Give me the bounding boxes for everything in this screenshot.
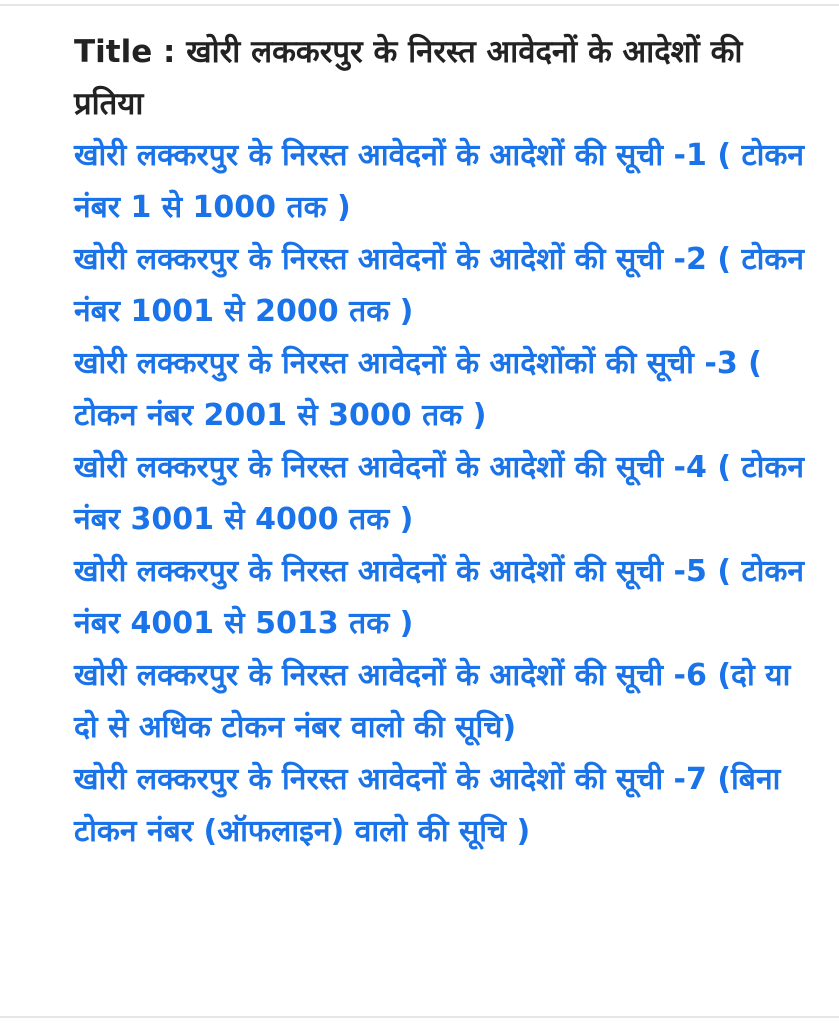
document-link-4[interactable]: खोरी लक्करपुर के निरस्त आवेदनों के आदेशों की सूची -4 ( टोकन नंबर 3001 से 4000 तक ): [74, 450, 805, 537]
document-link-7[interactable]: खोरी लक्करपुर के निरस्त आवेदनों के आदेशों की सूची -7 (बिना टोकन नंबर (ऑफलाइन) वालो की सूचि ): [74, 762, 781, 849]
post-title: Title : खोरी लककरपुर के निरस्त आवेदनों के आदेशों की प्रतिया: [74, 34, 743, 122]
bottom-divider: [0, 1016, 839, 1018]
post-content: [74, 26, 814, 858]
list-item: [74, 338, 814, 442]
list-item: [74, 754, 814, 858]
document-link-3[interactable]: खोरी लक्करपुर के निरस्त आवेदनों के आदेशोंकों की सूची -3 ( टोकन नंबर 2001 से 3000 तक ): [74, 346, 762, 433]
document-link-1[interactable]: खोरी लक्करपुर के निरस्त आवेदनों के आदेशों की सूची -1 ( टोकन नंबर 1 से 1000 तक ): [74, 138, 805, 225]
list-item: [74, 546, 814, 650]
list-item: [74, 234, 814, 338]
top-divider: [0, 4, 839, 6]
list-item: [74, 650, 814, 754]
list-item: [74, 442, 814, 546]
document-link-list: [74, 130, 814, 858]
list-item: [74, 130, 814, 234]
document-link-5[interactable]: खोरी लक्करपुर के निरस्त आवेदनों के आदेशों की सूची -5 ( टोकन नंबर 4001 से 5013 तक ): [74, 554, 805, 641]
document-link-2[interactable]: खोरी लक्करपुर के निरस्त आवेदनों के आदेशों की सूची -2 ( टोकन नंबर 1001 से 2000 तक ): [74, 242, 805, 329]
document-link-6[interactable]: खोरी लक्करपुर के निरस्त आवेदनों के आदेशों की सूची -6 (दो या दो से अधिक टोकन नंबर वालो की सूचि): [74, 658, 791, 745]
